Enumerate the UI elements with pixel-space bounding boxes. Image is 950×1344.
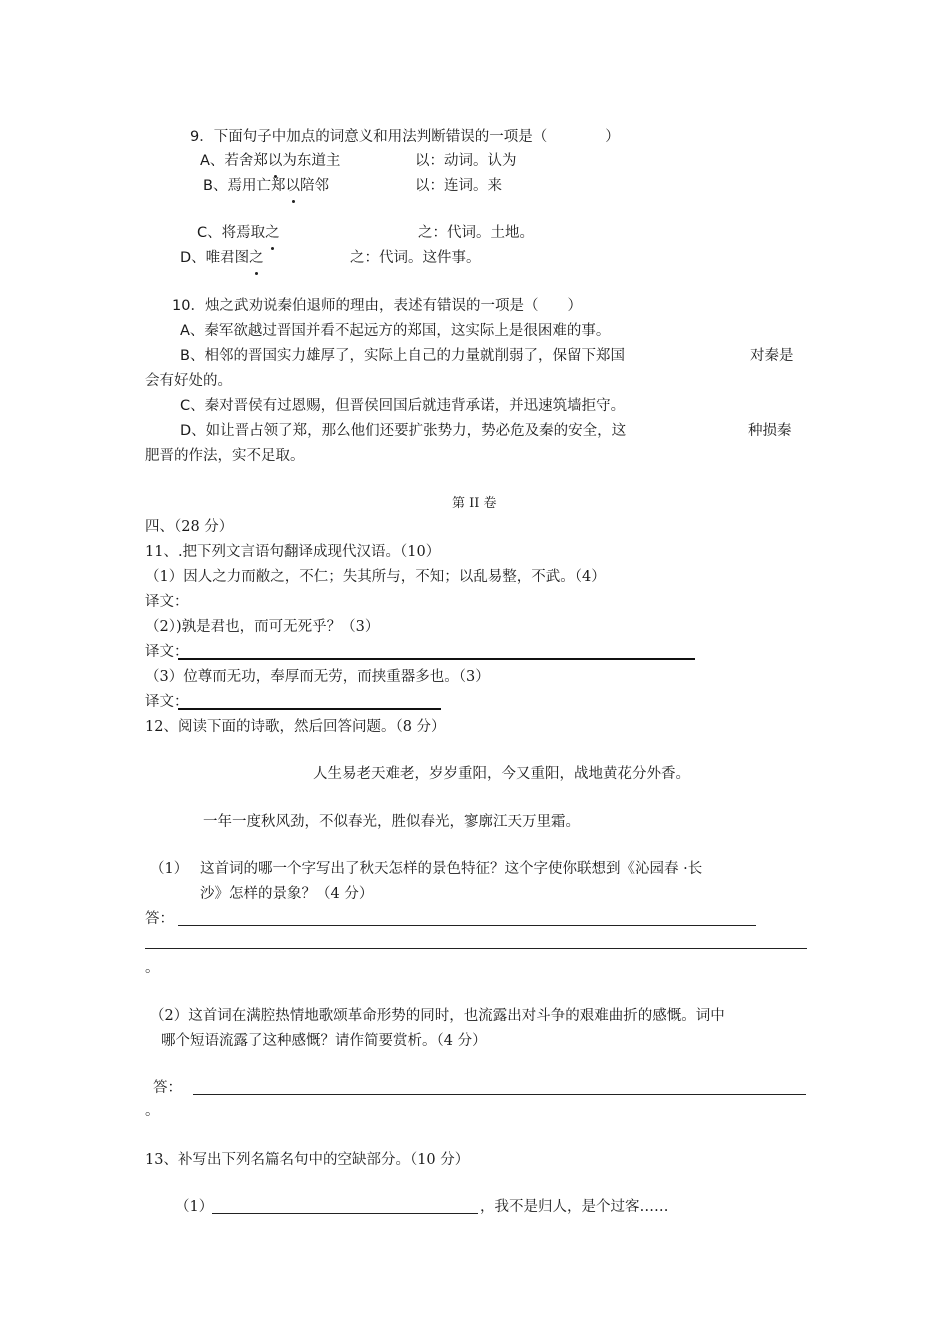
q12-answer2-label: 答： (153, 1080, 182, 1096)
q13-item1-blank[interactable] (212, 1213, 478, 1214)
q9-a-prefix: A、若舍郑 (200, 153, 268, 169)
q11-stem: 11、.把下列文言语句翻译成现代汉语。（10） (145, 544, 441, 560)
q12-part1-number: （1） (150, 861, 189, 877)
q9-c-dotted-word: 之 (265, 225, 280, 241)
q12-answer1-blank-line1[interactable] (178, 925, 756, 926)
q9-a-note: 以：动词。认为 (415, 153, 517, 169)
q9-option-b (203, 176, 329, 196)
q12-answer1-label: 答： (145, 911, 174, 927)
q12-part1-line1: 这首词的哪一个字写出了秋天怎样的景色特征？这个字使你联想到《沁园春 ·长 (200, 861, 703, 877)
q12-answer2-end-mark: 。 (145, 1103, 160, 1119)
q12-part2-line1: （2）这首词在满腔热情地歌颂革命形势的同时，也流露出对斗争的艰难曲折的感慨。词中 (150, 1008, 725, 1024)
q9-d-prefix: D、唯君图 (180, 250, 250, 266)
q9-b-dotted-word: 以 (285, 178, 300, 194)
q11-sentence-1: （1）因人之力而敝之，不仁；失其所与，不知；以乱易整，不武。（4） (145, 569, 606, 585)
q10-option-d-line1-tail: 种损秦 (748, 423, 792, 439)
q12-part2-line2: 哪个短语流露了这种感慨？请作简要赏析。（4 分） (161, 1033, 487, 1049)
q9-d-note: 之：代词。这件事。 (350, 250, 481, 266)
q9-a-dotted-word: 以 (267, 153, 283, 169)
poem-line-2: 一年一度秋风劲，不似春光，胜似春光，寥廓江天万里霜。 (203, 814, 580, 830)
q12-answer1-blank-line2[interactable] (145, 948, 807, 949)
poem-line-1: 人生易老天难老，岁岁重阳，今又重阳，战地黄花分外香。 (313, 766, 690, 782)
q12-part1-line2: 沙》怎样的景象？（4 分） (200, 886, 374, 902)
q12-answer1-end-mark: 。 (145, 960, 160, 976)
q11-translation-2-label: 译文： (145, 644, 189, 660)
q9-c-prefix: C、将焉取 (197, 225, 266, 241)
q11-translation-2-blank[interactable] (178, 658, 695, 660)
q10-option-b-line2: 会有好处的。 (145, 373, 232, 389)
q9-b-prefix: B、焉用亡郑 (203, 178, 286, 194)
q9-c-note: 之：代词。土地。 (418, 225, 534, 241)
q9-d-dotted-word: 之 (249, 250, 264, 266)
q10-option-c: C、秦对晋侯有过恩赐，但晋侯回国后就违背承诺，并迅速筑墙拒守。 (180, 398, 626, 414)
part-ii-title: 第 II 卷 (452, 496, 497, 511)
q9-stem: 9．下面句子中加点的词意义和用法判断错误的一项是（ ） (190, 129, 620, 145)
section-four-heading: 四、（28 分） (145, 519, 234, 535)
q9-option-a (200, 151, 340, 171)
q13-item1-number: （1） (175, 1199, 214, 1215)
q13-item1-tail: ，我不是归人，是个过客…… (480, 1199, 669, 1215)
q9-option-c (197, 223, 280, 243)
q10-option-d-line2: 肥晋的作法，实不足取。 (145, 448, 305, 464)
q9-option-d (180, 248, 264, 268)
q11-translation-3-label: 译文： (145, 694, 189, 710)
q9-b-note: 以：连词。来 (415, 178, 502, 194)
q13-stem: 13、补写出下列名篇名句中的空缺部分。（10 分） (145, 1152, 470, 1168)
q11-sentence-2: （2）)孰是君也，而可无死乎？（3） (145, 619, 380, 635)
q11-translation-1-label: 译文： (145, 594, 189, 610)
q11-translation-3-blank[interactable] (178, 708, 441, 710)
q10-option-b-line1: B、相邻的晋国实力雄厚了，实际上自己的力量就削弱了，保留下郑国 (180, 348, 625, 364)
q12-answer2-blank[interactable] (193, 1094, 806, 1095)
q10-stem: 10．烛之武劝说秦伯退师的理由，表述有错误的一项是（ ） (172, 298, 582, 314)
q10-option-d-line1: D、如让晋占领了郑，那么他们还要扩张势力，势必危及秦的安全，这 (180, 423, 627, 439)
q12-stem: 12、阅读下面的诗歌，然后回答问题。（8 分） (145, 719, 446, 735)
q9-b-suffix: 陪邻 (299, 178, 329, 194)
q10-option-a: A、秦军欲越过晋国并看不起远方的郑国，这实际上是很困难的事。 (180, 323, 611, 339)
q11-sentence-3: （3）位尊而无功，奉厚而无劳，而挟重器多也。（3） (145, 669, 490, 685)
q10-option-b-line1-tail: 对秦是 (750, 348, 794, 364)
q9-a-suffix: 为东道主 (282, 153, 341, 169)
